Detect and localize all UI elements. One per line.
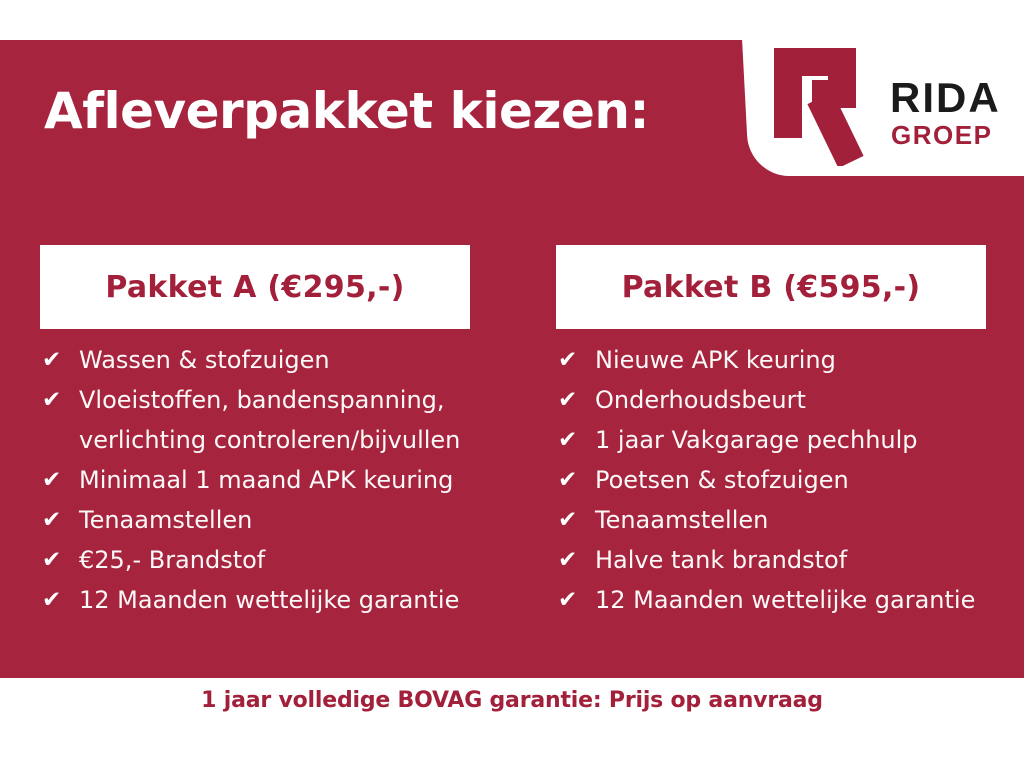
check-icon: ✔: [558, 507, 578, 533]
list-item: [558, 540, 1010, 580]
list-item-text: Minimaal 1 maand APK keuring: [79, 466, 454, 494]
check-icon: ✔: [42, 587, 62, 613]
logo-text-groep: GROEP: [891, 120, 993, 150]
check-icon: ✔: [42, 507, 62, 533]
package-b-title: Pakket B (€595,-): [621, 269, 921, 305]
list-item: [558, 340, 1010, 380]
list-item-text: €25,- Brandstof: [79, 546, 266, 574]
package-a-title: Pakket A (€295,-): [105, 269, 405, 305]
footer-bar: [0, 678, 1024, 768]
package-b-feature-list: [558, 340, 1010, 620]
list-item-text: 12 Maanden wettelijke garantie: [595, 586, 976, 614]
package-a-header-card: [40, 245, 470, 329]
list-item: [42, 460, 494, 500]
list-item-text: Nieuwe APK keuring: [595, 346, 836, 374]
check-icon: ✔: [558, 587, 578, 613]
list-item: [42, 380, 494, 460]
list-item: [42, 580, 494, 620]
page-title: Afleverpakket kiezen:: [44, 82, 649, 140]
check-icon: ✔: [558, 347, 578, 373]
list-item: [558, 500, 1010, 540]
rida-r-logo-icon: [774, 48, 864, 166]
list-item: [558, 380, 1010, 420]
footer-guarantee-text: 1 jaar volledige BOVAG garantie: Prijs op aanvraag: [201, 688, 823, 713]
check-icon: ✔: [42, 387, 62, 413]
check-icon: ✔: [42, 467, 62, 493]
check-icon: ✔: [558, 547, 578, 573]
check-icon: ✔: [558, 387, 578, 413]
list-item: [42, 500, 494, 540]
list-item: [42, 340, 494, 380]
list-item-text: Vloeistoffen, bandenspanning, verlichting controleren/bijvullen: [79, 386, 461, 454]
list-item-text: Wassen & stofzuigen: [79, 346, 330, 374]
logo-panel: [740, 0, 1024, 176]
package-b-header-card: [556, 245, 986, 329]
check-icon: ✔: [42, 547, 62, 573]
list-item-text: Halve tank brandstof: [595, 546, 848, 574]
list-item: [42, 540, 494, 580]
list-item-text: 12 Maanden wettelijke garantie: [79, 586, 460, 614]
list-item-text: Tenaamstellen: [595, 506, 769, 534]
list-item-text: Poetsen & stofzuigen: [595, 466, 849, 494]
list-item: [558, 420, 1010, 460]
package-a-feature-list: [42, 340, 494, 620]
check-icon: ✔: [42, 347, 62, 373]
list-item-text: Tenaamstellen: [79, 506, 253, 534]
list-item-text: Onderhoudsbeurt: [595, 386, 806, 414]
list-item: [558, 460, 1010, 500]
list-item-text: 1 jaar Vakgarage pechhulp: [595, 426, 918, 454]
list-item: [558, 580, 1010, 620]
check-icon: ✔: [558, 467, 578, 493]
check-icon: ✔: [558, 427, 578, 453]
logo-text-rida: RIDA: [890, 74, 1001, 121]
